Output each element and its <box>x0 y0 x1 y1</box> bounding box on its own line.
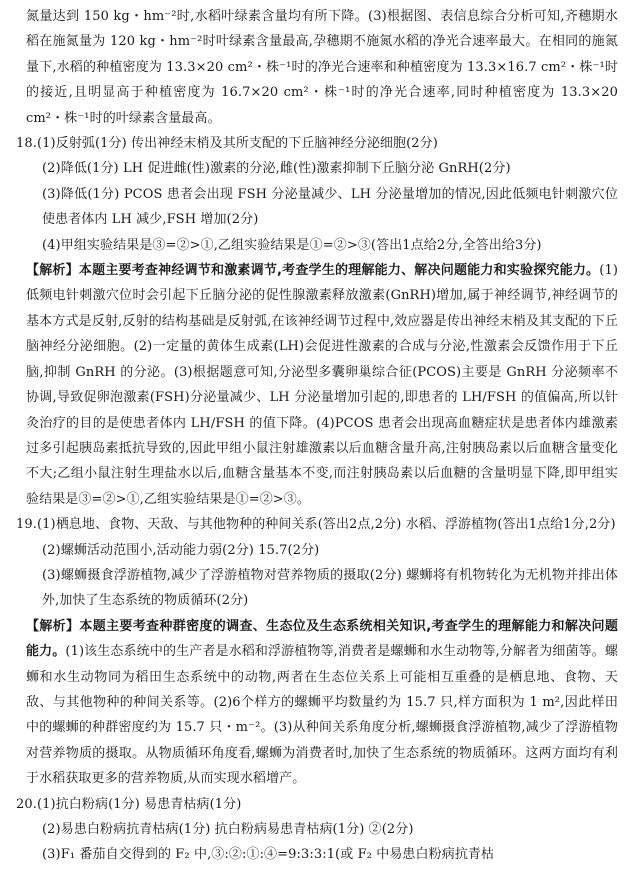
q19-answer-2: (2)螺蛳活动范围小,活动能力弱(2分) 15.7(2分) <box>42 542 320 558</box>
question-19 <box>16 512 618 791</box>
q18-analysis-label: 【解析】 <box>26 263 79 279</box>
q20-answer-1: 20.(1)抗白粉病(1分) 易患青枯病(1分) <box>16 796 242 812</box>
q19-analysis <box>26 614 618 792</box>
q20-answer-3: (3)F₁ 番茄自交得到的 F₂ 中,③:②:①:④=9:3:3:1(或 F₂ 中易患白粉病抗青枯 <box>42 847 495 863</box>
q18-answer-4: (4)甲组实验结果是③=②>①,乙组实验结果是①=②>③(答出1点给2分,全答出给3分) <box>42 237 542 253</box>
q18-analysis-summary: 本题主要考查神经调节和激素调节,考查学生的理解能力、解决问题能力和实验探究能力。 <box>78 263 600 279</box>
q18-analysis <box>26 258 618 512</box>
question-18 <box>16 131 618 512</box>
q19-analysis-body: (1)该生态系统中的生产者是水稻和浮游植物等,消费者是螺蛳和水生动物等,分解者为细菌等。螺蛳和水生动物同为稻田生态系统中的动物,两者在生态位关系上可能相互重叠的是栖息地、食物、天敌、与其他物种的种间关系等。(2)6个样方的螺蛳平均数量约为 15.7 只,样方面积为 1 m²,因此样田中的螺蛳的种群密度约为 15.7 只・m⁻²。(3)从种间关系角度分析,螺蛳摄食浮游植物,减少了浮游植物对营养物质的摄取。从物质循环角度看,螺蛳为消费者时,加快了生态系统的物质循环。这两方面均有利于水稻获取更多的营养物质,从而实现水稻增产。 <box>26 644 618 787</box>
q19-analysis-label: 【解析】 <box>26 618 80 634</box>
document-page <box>16 4 618 868</box>
q19-answer-3: (3)螺蛳摄食浮游植物,减少了浮游植物对营养物质的摄取(2分) 螺蛳将有机物转化为无机物并排出体外,加快了生态系统的物质循环(2分) <box>42 567 618 609</box>
q19-analysis-summary: 本题主要考查种群密度的调查、生态位及生态系统相关知识,考查学生的理解能力和解决问题能力。 <box>26 618 618 660</box>
q18-answer-3: (3)降低(1分) PCOS 患者会出现 FSH 分泌量减少、LH 分泌量增加的情况,因此低频电针刺激穴位使患者体内 LH 减少,FSH 增加(2分) <box>42 186 618 228</box>
q18-answer-2: (2)降低(1分) LH 促进雌(性)激素的分泌,雌(性)激素抑制下丘脑分泌 GnRH(2分) <box>42 161 511 177</box>
q19-answer-1: 19.(1)栖息地、食物、天敌、与其他物种的种间关系(答出2点,2分) 水稻、浮游植物(答出1点给1分,2分) <box>16 517 616 533</box>
q18-answer-1: 18.(1)反射弧(1分) 传出神经末梢及其所支配的下丘脑神经分泌细胞(2分) <box>16 136 438 152</box>
q18-analysis-body: (1)低频电针刺激穴位时会引起下丘脑分泌的促性腺激素释放激素(GnRH)增加,属于神经调节,神经调节的基本方式是反射,反射的结构基础是反射弧,在该神经调节过程中,效应器是传出神经末梢及其支配的下丘脑神经分泌细胞。(2)一定量的黄体生成素(LH)会促进性激素的合成与分泌,性激素会反馈作用于下丘脑,抑制 GnRH 的分泌。(3)根据题意可知,分泌型多囊卵巢综合征(PCOS)主要是 GnRH 分泌频率不协调,导致促卵泡激素(FSH)分泌量减少、LH 分泌量增加引起的,即患者的 LH/FSH 的值偏高,所以针灸治疗的目的是使患者体内 LH/FSH 的值下降。(4)PCOS 患者会出现高血糖症状是患者体内雄激素过多引起胰岛素抵抗导致的,因此甲组小鼠注射雄激素以后血糖含量升高,注射胰岛素以后血糖含量变化不大;乙组小鼠注射生理盐水以后,血糖含量基本不变,而注射胰岛素以后血糖的含量明显下降,即甲组实验结果是③=②>①,乙组实验结果是①=②>③。 <box>26 263 618 507</box>
question-20 <box>16 792 618 868</box>
intro-paragraph: 氮量达到 150 kg・hm⁻²时,水稻叶绿素含量均有所下降。(3)根据图、表信息综合分析可知,齐穗期水稻在施氮量为 120 kg・hm⁻²时叶绿素含量最高,孕穗期不施氮水稻的净光合速率最大。在相同的施氮量下,水稻的种植密度为 13.3×20 cm²・株⁻¹时的净光合速率和种植密度为 13.3×16.7 cm²・株⁻¹时的接近,且明显高于种植密度为 16.7×20 cm²・株⁻¹时的净光合速率,同时种植密度为 13.3×20 cm²・株⁻¹时的叶绿素含量最高。 <box>26 9 618 126</box>
q20-answer-2: (2)易患白粉病抗青枯病(1分) 抗白粉病易患青枯病(1分) ②(2分) <box>42 822 414 837</box>
